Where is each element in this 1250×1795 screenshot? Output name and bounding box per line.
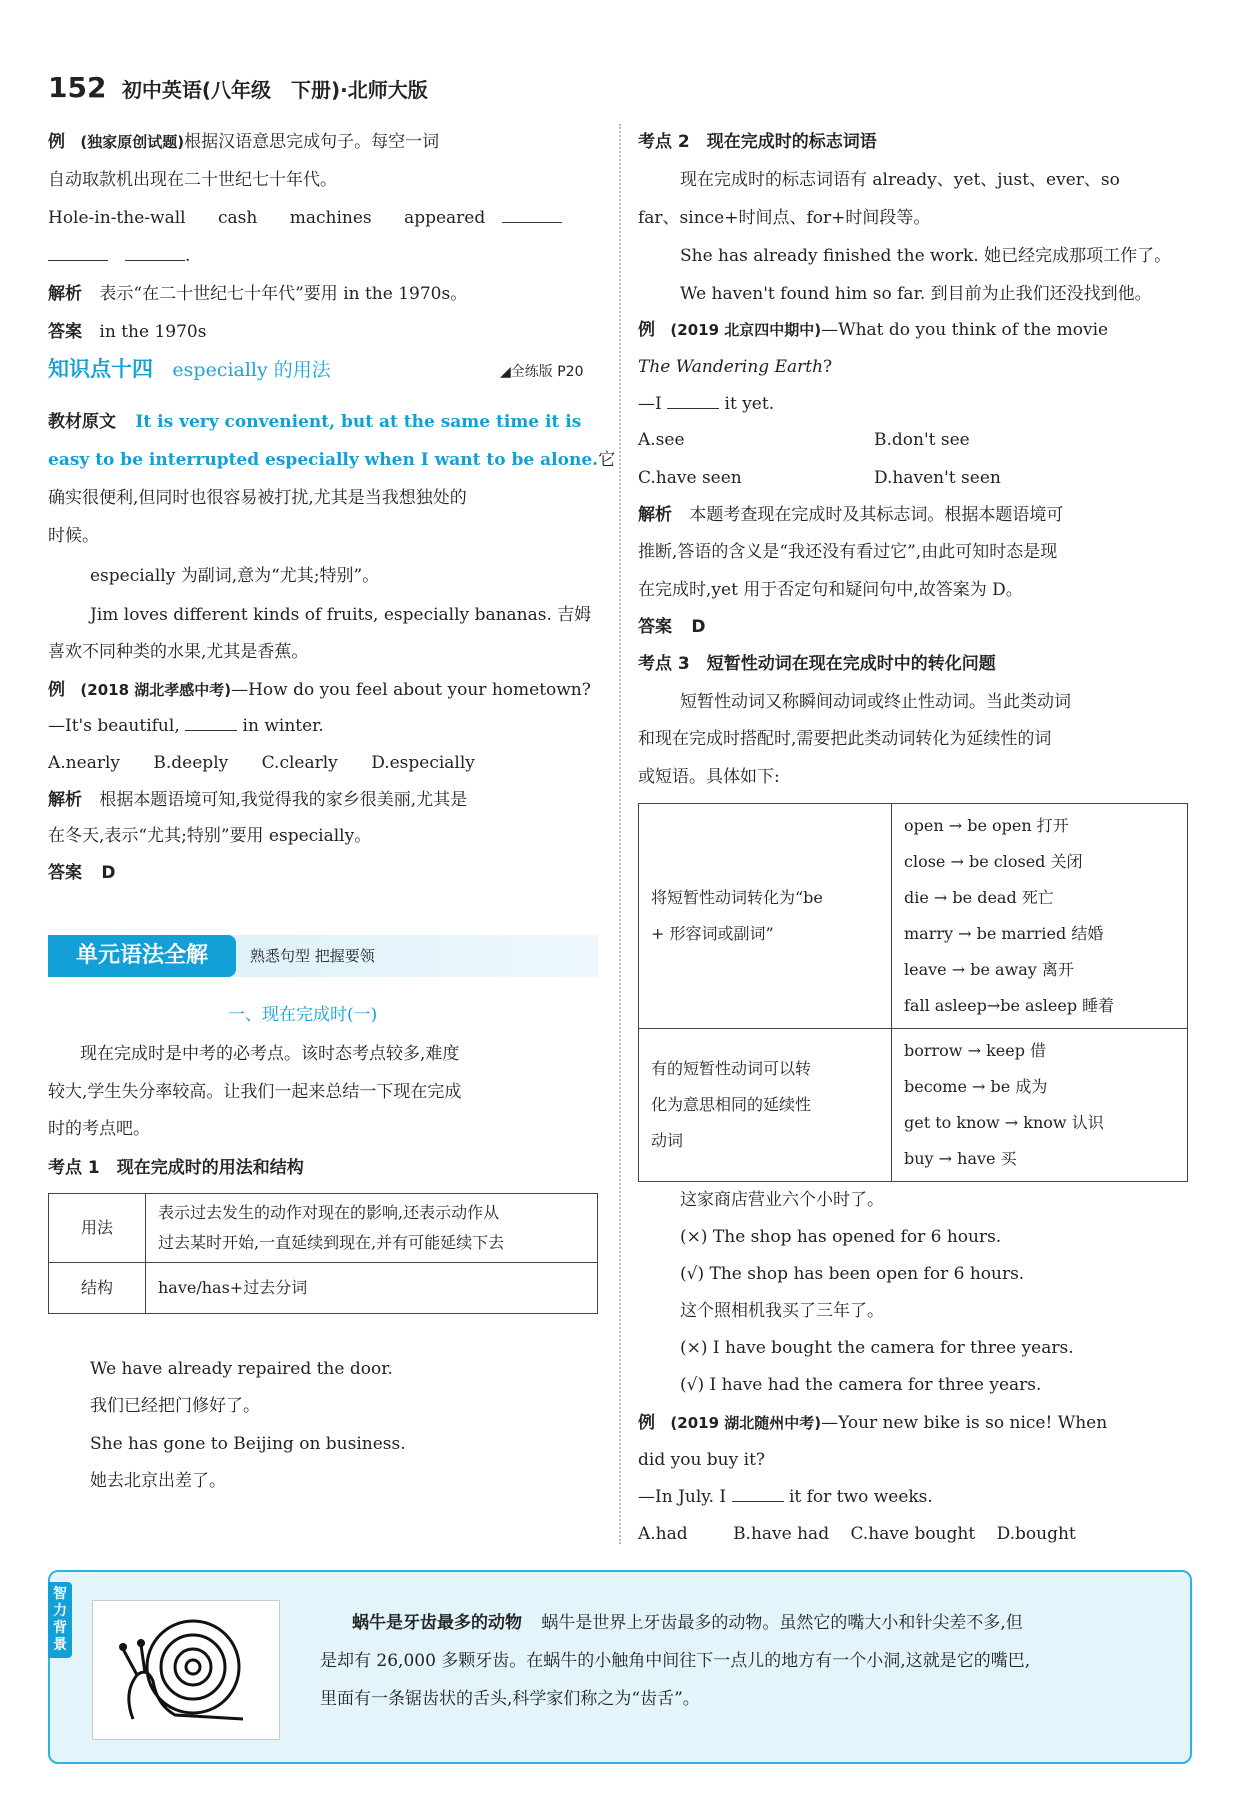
analysis-text: 在完成时,yet 用于否定句和疑问句中,故答案为 D。 bbox=[638, 580, 1023, 600]
analysis-text: 根据本题语境可知,我觉得我的家乡很美丽,尤其是 bbox=[99, 790, 468, 810]
table-row bbox=[639, 1029, 1188, 1182]
table-row bbox=[49, 1194, 598, 1263]
example-source: (2018 湖北孝感中考) bbox=[80, 681, 232, 699]
rule-text: 动词 bbox=[651, 1131, 684, 1150]
option-d[interactable]: D.haven't seen bbox=[874, 468, 1001, 488]
option-c[interactable]: C.clearly bbox=[261, 753, 338, 773]
textbook-label: 教材原文 bbox=[48, 412, 116, 432]
textbook-english: It is very convenient, but at the same time it is bbox=[135, 412, 582, 432]
conversion-item: borrow → keep 借 bbox=[904, 1041, 1047, 1060]
analysis-label: 解析 bbox=[638, 505, 672, 525]
comparison-line: (×) I have bought the camera for three years. bbox=[680, 1338, 1074, 1358]
example-4-line3 bbox=[638, 1485, 933, 1509]
explanation: especially 为副词,意为“尤其;特别”。 bbox=[90, 566, 380, 586]
comparison-line: (√) The shop has been open for 6 hours. bbox=[680, 1264, 1025, 1284]
example-1-analysis bbox=[48, 282, 467, 306]
question: did you buy it? bbox=[638, 1450, 766, 1470]
rule-text: 有的短暂性动词可以转 bbox=[651, 1059, 812, 1078]
example-2-options bbox=[48, 751, 475, 775]
question: —In July. I bbox=[638, 1487, 727, 1507]
page-header bbox=[48, 70, 428, 110]
example-sentence: We have already repaired the door. bbox=[90, 1359, 393, 1379]
textbook-chinese: 确实很便利,但同时也很容易被打扰,尤其是当我想独处的 bbox=[48, 488, 467, 508]
analysis-text: 推断,答语的含义是“我还没有看过它”,由此可知时态是现 bbox=[638, 542, 1058, 562]
option-c[interactable]: C.have seen bbox=[638, 468, 742, 488]
answer-label: 答案 bbox=[48, 863, 82, 883]
option-a[interactable]: A.nearly bbox=[48, 753, 120, 773]
footer-title: 蜗牛是牙齿最多的动物 bbox=[352, 1613, 522, 1633]
example-2-answer bbox=[48, 861, 116, 885]
option-d[interactable]: D.bought bbox=[996, 1524, 1076, 1544]
answer-text: in the 1970s bbox=[99, 322, 207, 342]
table-row bbox=[49, 1263, 598, 1314]
page-number: 152 bbox=[48, 71, 107, 104]
usage-structure-table bbox=[48, 1193, 598, 1314]
option-a[interactable]: A.see bbox=[638, 430, 685, 450]
conversion-item: become → be 成为 bbox=[904, 1077, 1048, 1096]
intro-text: 时的考点吧。 bbox=[48, 1119, 150, 1139]
table-cell-label: 结构 bbox=[49, 1263, 146, 1314]
example-3-line2 bbox=[638, 355, 832, 379]
question: —It's beautiful, bbox=[48, 716, 180, 736]
example-1-english-text: Hole-in-the-wall cash machines appeared bbox=[48, 208, 486, 228]
rule-text: 将短暂性动词转化为“be bbox=[651, 888, 823, 907]
example-1-header bbox=[48, 130, 439, 154]
exam-point-3-title: 考点 3 短暂性动词在现在完成时中的转化问题 bbox=[638, 654, 996, 674]
conversion-item: get to know → know 认识 bbox=[904, 1113, 1104, 1132]
explanation-example: 喜欢不同种类的水果,尤其是香蕉。 bbox=[48, 642, 309, 662]
kp2-example: We haven't found him so far. 到目前为止我们还没找到他。 bbox=[680, 284, 1152, 304]
conversion-item: buy → have 买 bbox=[904, 1149, 1017, 1168]
comparison-line: (×) The shop has opened for 6 hours. bbox=[680, 1227, 1002, 1247]
answer-blank[interactable] bbox=[125, 244, 185, 261]
conversion-item: marry → be married 结婚 bbox=[904, 924, 1104, 943]
example-1-answer bbox=[48, 320, 206, 344]
book-title: 初中英语(八年级 下册)·北师大版 bbox=[121, 78, 428, 102]
example-1-chinese: 自动取款机出现在二十世纪七十年代。 bbox=[48, 170, 337, 190]
column-divider bbox=[619, 124, 621, 1544]
conversion-rule bbox=[639, 804, 892, 1029]
answer-blank[interactable] bbox=[732, 1485, 784, 1502]
option-b[interactable]: B.deeply bbox=[153, 753, 229, 773]
example-4-options bbox=[638, 1522, 1076, 1546]
verb-conversion-table bbox=[638, 803, 1188, 1182]
question: —I bbox=[638, 394, 662, 414]
example-tag: 例 bbox=[48, 680, 65, 700]
textbook-chinese: 时候。 bbox=[48, 526, 99, 546]
kp2-text: far、since+时间点、for+时间段等。 bbox=[638, 208, 931, 228]
textbook-chinese: 它 bbox=[598, 450, 616, 470]
example-sentence: 我们已经把门修好了。 bbox=[90, 1396, 260, 1416]
question: it for two weeks. bbox=[788, 1487, 933, 1507]
kp3-text: 和现在完成时搭配时,需要把此类动词转化为延续性的词 bbox=[638, 729, 1052, 749]
example-3-answer bbox=[638, 615, 706, 639]
snail-icon bbox=[93, 1601, 279, 1739]
kp3-text: 或短语。具体如下: bbox=[638, 767, 780, 787]
side-label: 智力背景 bbox=[48, 1582, 72, 1658]
explanation-example: Jim loves different kinds of fruits, especially bananas. 吉姆 bbox=[90, 605, 592, 625]
example-1-english bbox=[48, 206, 562, 230]
unit-grammar-banner bbox=[48, 935, 598, 977]
answer-blank[interactable] bbox=[185, 714, 237, 731]
example-sentence: 她去北京出差了。 bbox=[90, 1471, 226, 1491]
analysis-text: 本题考查现在完成时及其标志词。根据本题语境可 bbox=[689, 505, 1064, 525]
intro-text: 较大,学生失分率较高。让我们一起来总结一下现在完成 bbox=[48, 1082, 462, 1102]
answer-text: D bbox=[691, 617, 706, 637]
kp-subtitle: especially 的用法 bbox=[172, 359, 331, 381]
comparison-line: (√) I have had the camera for three years. bbox=[680, 1375, 1042, 1395]
option-b[interactable]: B.don't see bbox=[874, 430, 970, 450]
table-cell-label: 用法 bbox=[49, 1194, 146, 1263]
answer-label: 答案 bbox=[48, 322, 82, 342]
analysis-text: 表示“在二十世纪七十年代”要用 in the 1970s。 bbox=[99, 284, 468, 304]
option-c[interactable]: C.have bought bbox=[850, 1524, 976, 1544]
knowledge-point-14-heading bbox=[48, 354, 331, 386]
example-2-header bbox=[48, 678, 591, 702]
comparison-line: 这家商店营业六个小时了。 bbox=[680, 1190, 884, 1210]
option-d[interactable]: D.especially bbox=[371, 753, 475, 773]
rule-text: 化为意思相同的延续性 bbox=[651, 1095, 812, 1114]
kp3-text: 短暂性动词又称瞬间动词或终止性动词。当此类动词 bbox=[680, 692, 1071, 712]
exam-point-1-title: 考点 1 现在完成时的用法和结构 bbox=[48, 1158, 304, 1178]
answer-blank[interactable] bbox=[667, 392, 719, 409]
example-3-analysis bbox=[638, 503, 1063, 527]
usage-text: 表示过去发生的动作对现在的影响,还表示动作从 bbox=[158, 1203, 500, 1222]
period: . bbox=[185, 246, 191, 266]
question: —How do you feel about your hometown? bbox=[231, 680, 591, 700]
textbook-english: easy to be interrupted especially when I want to be alone. bbox=[48, 450, 599, 470]
analysis-label: 解析 bbox=[48, 790, 82, 810]
rule-text: + 形容词或副词” bbox=[651, 924, 774, 943]
conversion-item: open → be open 打开 bbox=[904, 816, 1069, 835]
example-2-analysis bbox=[48, 788, 467, 812]
conversion-item: die → be dead 死亡 bbox=[904, 888, 1054, 907]
example-3-header bbox=[638, 318, 1108, 342]
example-4-header bbox=[638, 1411, 1107, 1435]
answer-blank[interactable] bbox=[48, 244, 108, 261]
conversion-items bbox=[892, 1029, 1188, 1182]
table-cell-content bbox=[146, 1194, 598, 1263]
question-mark: ? bbox=[823, 357, 833, 377]
banner-title: 单元语法全解 bbox=[48, 935, 236, 977]
example-1-english-line2 bbox=[48, 244, 190, 268]
analysis-label: 解析 bbox=[48, 284, 82, 304]
example-instruction: 根据汉语意思完成句子。每空一词 bbox=[184, 132, 440, 152]
question: —Your new bike is so nice! When bbox=[821, 1413, 1108, 1433]
kp2-example: She has already finished the work. 她已经完成那项工作了。 bbox=[680, 246, 1172, 266]
footer-line-1 bbox=[352, 1608, 1023, 1638]
banner-subtitle: 熟悉句型 把握要领 bbox=[250, 947, 375, 965]
kp-title: 知识点十四 bbox=[48, 357, 153, 381]
answer-text: D bbox=[101, 863, 116, 883]
question: —What do you think of the movie bbox=[821, 320, 1109, 340]
section-title: 一、现在完成时(一) bbox=[228, 1005, 378, 1025]
option-a[interactable]: A.had bbox=[638, 1524, 688, 1544]
footer-text: 蜗牛是世界上牙齿最多的动物。虽然它的嘴大小和针尖差不多,但 bbox=[541, 1613, 1023, 1633]
option-b[interactable]: B.have had bbox=[733, 1524, 830, 1544]
conversion-item: fall asleep→be asleep 睡着 bbox=[904, 996, 1115, 1015]
practice-reference: ◢全练版 P20 bbox=[500, 364, 584, 380]
example-tag: 例 bbox=[638, 1413, 655, 1433]
example-tag: 例 bbox=[48, 132, 65, 152]
exam-point-2-title: 考点 2 现在完成时的标志词语 bbox=[638, 132, 877, 152]
conversion-items bbox=[892, 804, 1188, 1029]
example-2-line2 bbox=[48, 714, 324, 738]
comparison-line: 这个照相机我买了三年了。 bbox=[680, 1301, 884, 1321]
conversion-item: close → be closed 关闭 bbox=[904, 852, 1083, 871]
conversion-rule bbox=[639, 1029, 892, 1182]
example-tag: 例 bbox=[638, 320, 655, 340]
example-3-line3 bbox=[638, 392, 774, 416]
answer-blank[interactable] bbox=[502, 206, 562, 223]
intro-text: 现在完成时是中考的必考点。该时态考点较多,难度 bbox=[80, 1044, 460, 1064]
conversion-item: leave → be away 离开 bbox=[904, 960, 1074, 979]
question: in winter. bbox=[242, 716, 324, 736]
table-cell-content: have/has+过去分词 bbox=[146, 1263, 598, 1314]
example-source: (2019 北京四中期中) bbox=[670, 321, 822, 339]
example-source: (2019 湖北随州中考) bbox=[670, 1414, 822, 1432]
kp2-text: 现在完成时的标志词语有 already、yet、just、ever、so bbox=[680, 170, 1120, 190]
usage-text: 过去某时开始,一直延续到现在,并有可能延续下去 bbox=[158, 1233, 505, 1252]
analysis-text: 在冬天,表示“尤其;特别”要用 especially。 bbox=[48, 826, 372, 846]
footer-text: 是却有 26,000 多颗牙齿。在蜗牛的小触角中间往下一点儿的地方有一个小洞,这就是它的嘴巴, bbox=[320, 1651, 1031, 1671]
snail-illustration bbox=[92, 1600, 280, 1740]
movie-title: The Wandering Earth bbox=[638, 357, 824, 377]
textbook-original-2 bbox=[48, 448, 615, 472]
table-row bbox=[639, 804, 1188, 1029]
question: it yet. bbox=[724, 394, 775, 414]
background-knowledge-box bbox=[48, 1570, 1192, 1764]
example-sentence: She has gone to Beijing on business. bbox=[90, 1434, 406, 1454]
example-source: (独家原创试题) bbox=[80, 133, 185, 151]
footer-text: 里面有一条锯齿状的舌头,科学家们称之为“齿舌”。 bbox=[320, 1689, 700, 1709]
textbook-original-1 bbox=[48, 410, 581, 434]
answer-label: 答案 bbox=[638, 617, 672, 637]
